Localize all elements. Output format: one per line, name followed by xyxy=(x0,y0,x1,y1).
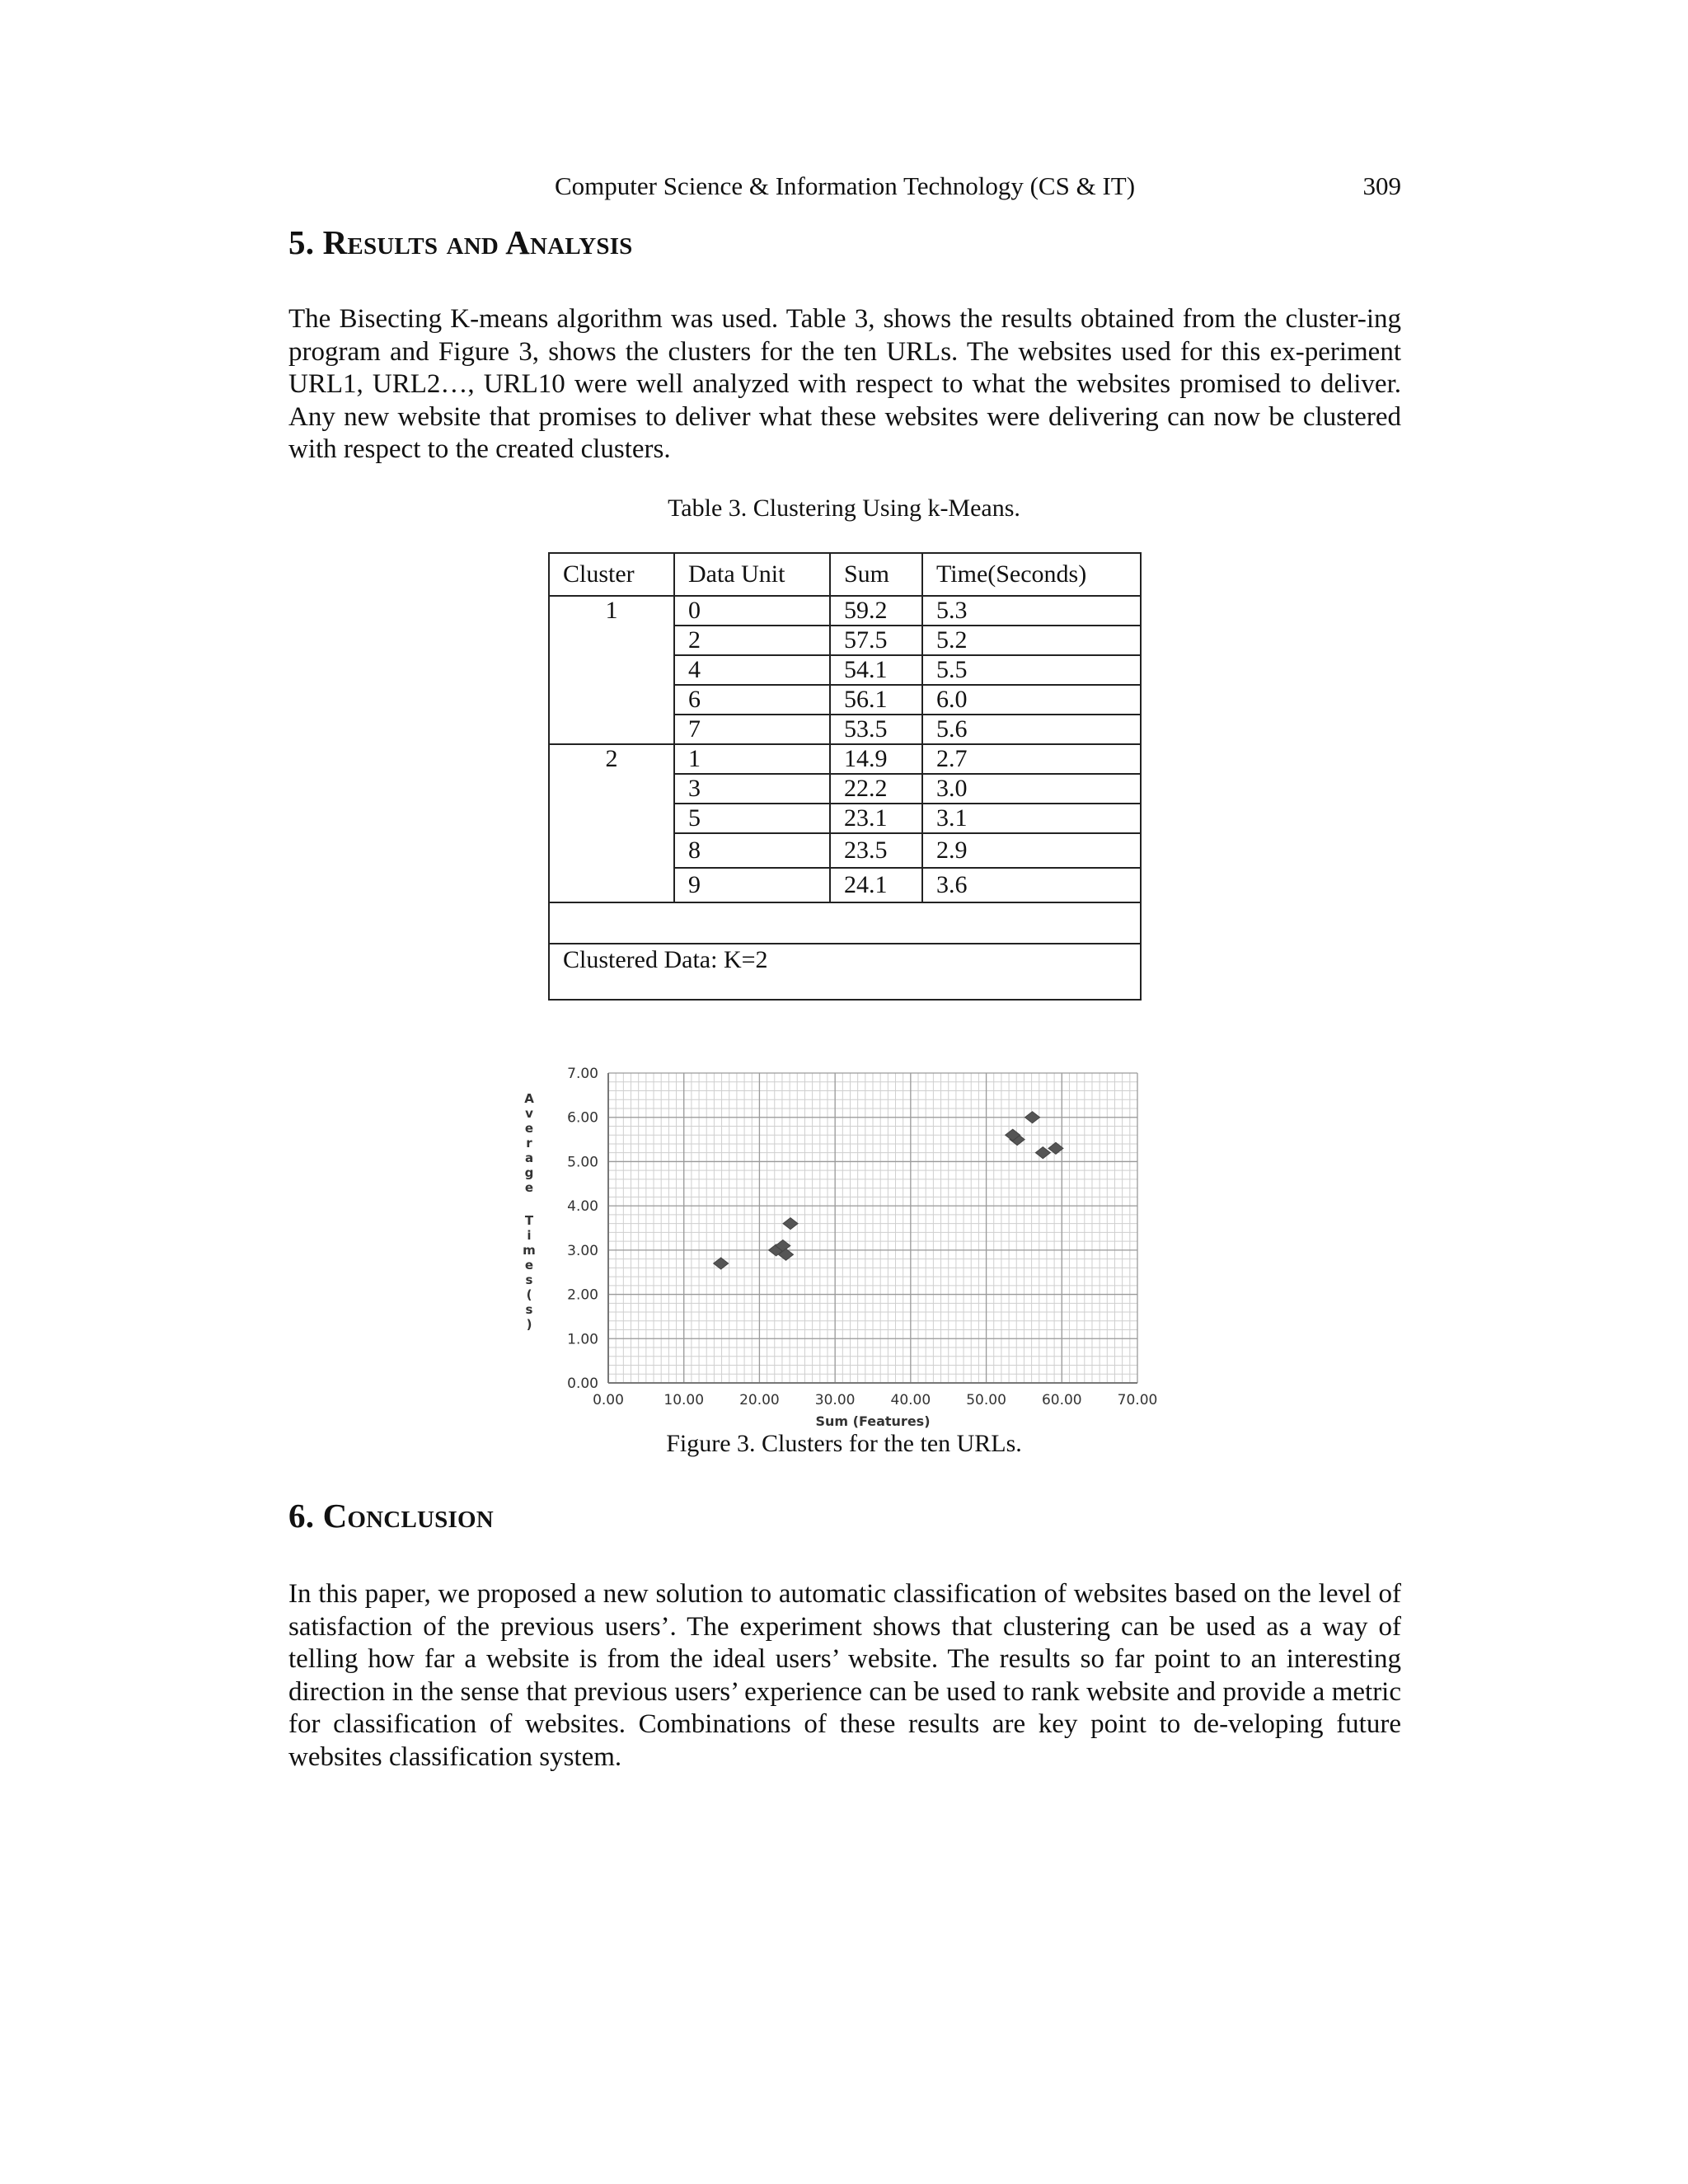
data-unit-cell: 5 xyxy=(674,804,830,833)
sum-cell: 53.5 xyxy=(830,715,922,744)
table-footer: Clustered Data: K=2 xyxy=(549,944,1141,1000)
data-unit-cell: 2 xyxy=(674,626,830,655)
scatter-plot-svg xyxy=(503,1063,1170,1442)
sum-cell: 23.1 xyxy=(830,804,922,833)
time-cell: 5.3 xyxy=(922,596,1141,626)
sum-cell: 22.2 xyxy=(830,774,922,804)
time-cell: 6.0 xyxy=(922,685,1141,715)
table-header-row xyxy=(549,553,1141,596)
x-tick-label: 30.00 xyxy=(814,1392,856,1408)
time-cell: 5.6 xyxy=(922,715,1141,744)
y-axis-label: A v e r a g e T i m e s ( s ) xyxy=(523,1091,536,1332)
section-6-heading: 6. Conclusion xyxy=(288,1497,494,1535)
x-tick-label: 50.00 xyxy=(966,1392,1006,1408)
data-point xyxy=(1025,1112,1040,1123)
y-tick-label: 5.00 xyxy=(567,1154,598,1171)
section-5-heading: 5. Results and Analysis xyxy=(288,223,633,261)
sum-cell: 56.1 xyxy=(830,685,922,715)
data-unit-cell: 4 xyxy=(674,655,830,685)
running-header xyxy=(288,171,1401,208)
x-tick-label: 20.00 xyxy=(739,1392,780,1408)
sum-cell: 23.5 xyxy=(830,833,922,868)
figure-3-caption: Figure 3. Clusters for the ten URLs. xyxy=(666,1430,1022,1457)
x-tick-label: 0.00 xyxy=(593,1392,624,1408)
time-cell: 5.2 xyxy=(922,626,1141,655)
time-cell: 3.1 xyxy=(922,804,1141,833)
table-footer-row xyxy=(549,944,1141,1000)
y-tick-label: 1.00 xyxy=(567,1331,598,1348)
data-unit-cell: 6 xyxy=(674,685,830,715)
data-unit-cell: 9 xyxy=(674,868,830,902)
cluster-label: 2 xyxy=(549,744,674,902)
sum-cell: 24.1 xyxy=(830,868,922,902)
time-cell: 5.5 xyxy=(922,655,1141,685)
x-tick-label: 60.00 xyxy=(1041,1392,1082,1408)
data-unit-cell: 8 xyxy=(674,833,830,868)
table-row xyxy=(549,744,1141,774)
data-point xyxy=(783,1218,798,1230)
sum-cell: 54.1 xyxy=(830,655,922,685)
y-tick-label: 6.00 xyxy=(567,1109,598,1127)
scatter-chart xyxy=(503,1063,1170,1442)
table-empty-row xyxy=(549,902,1141,944)
data-unit-cell: 7 xyxy=(674,715,830,744)
header-cluster: Cluster xyxy=(549,553,674,596)
y-tick-label: 4.00 xyxy=(567,1198,598,1216)
x-tick-label: 40.00 xyxy=(890,1392,931,1408)
header-sum: Sum xyxy=(830,553,922,596)
journal-title: Computer Science & Information Technology (CS & IT) xyxy=(554,171,1136,200)
time-cell: 2.9 xyxy=(922,833,1141,868)
header-data-unit: Data Unit xyxy=(674,553,830,596)
x-axis-label: Sum (Features) xyxy=(815,1413,931,1429)
y-tick-label: 7.00 xyxy=(567,1066,598,1082)
section-6-paragraph: In this paper, we proposed a new solution to automatic classification of websites based on the level of satisfaction of the previous users’. The experiment shows that clustering can be used as a way of telling how far a website is from the ideal users’ website. The results so far point to an interesting direction in the sense that previous users’ experience can be used to rank website and provide a metric for classification of websites. Combinations of these results are key point to de-veloping future websites classification system. xyxy=(288,1579,1401,1772)
sum-cell: 57.5 xyxy=(830,626,922,655)
data-unit-cell: 3 xyxy=(674,774,830,804)
y-tick-label: 2.00 xyxy=(567,1286,598,1304)
header-time: Time(Seconds) xyxy=(922,553,1141,596)
clustering-table xyxy=(548,552,1142,1001)
time-cell: 3.6 xyxy=(922,868,1141,902)
time-cell: 2.7 xyxy=(922,744,1141,774)
table-row xyxy=(549,596,1141,626)
y-tick-label: 0.00 xyxy=(567,1376,598,1392)
table-3-caption: Table 3. Clustering Using k-Means. xyxy=(668,494,1020,522)
cluster-label: 1 xyxy=(549,596,674,744)
section-5-paragraph: The Bisecting K-means algorithm was used. Table 3, shows the results obtained from the cluster-ing program and Figure 3, shows the clusters for the ten URLs. The websites used for this ex-periment URL1, URL2…, URL10 were well analyzed with respect to what the websites promised to deliver. Any new website that promises to deliver what these websites were delivering can now be clustered with respect to the created clusters. xyxy=(288,304,1401,464)
time-cell: 3.0 xyxy=(922,774,1141,804)
x-tick-label: 70.00 xyxy=(1117,1392,1158,1408)
data-point xyxy=(1035,1147,1050,1159)
page-number: 309 xyxy=(1362,171,1401,200)
x-tick-label: 10.00 xyxy=(663,1392,705,1408)
data-unit-cell: 1 xyxy=(674,744,830,774)
sum-cell: 14.9 xyxy=(830,744,922,774)
sum-cell: 59.2 xyxy=(830,596,922,626)
data-unit-cell: 0 xyxy=(674,596,830,626)
y-tick-label: 3.00 xyxy=(567,1242,598,1259)
empty-cell xyxy=(549,902,1141,944)
